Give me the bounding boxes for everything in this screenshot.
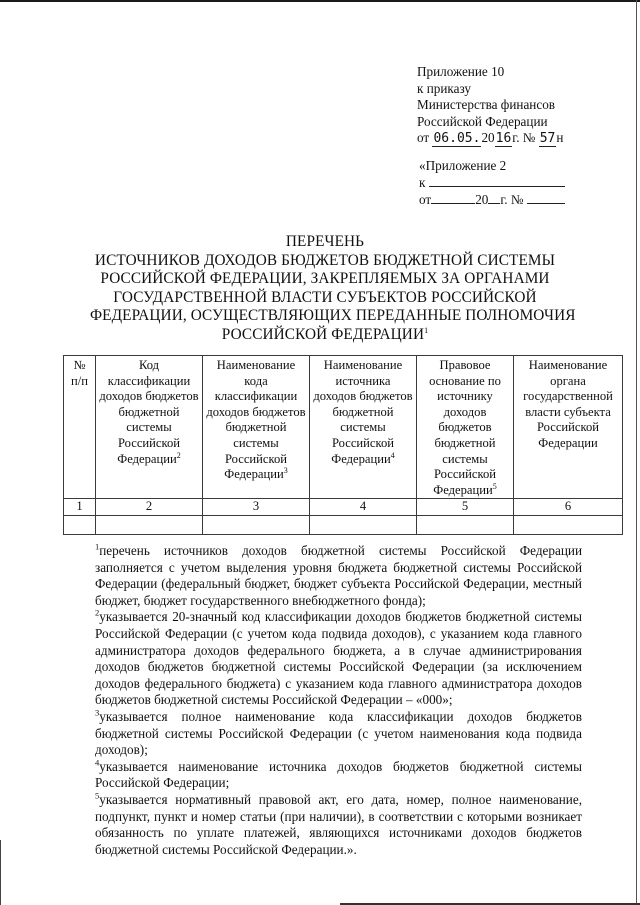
footnote-5-text: указывается нормативный правовой акт, его дата, номер, полное наименование, подпункт, пункт и номер статьи (при наличии), в соответствии с которыми возникает обязанность по уплате платежей, являющихся источниками доходов бюджетов бюджетной системы Российской Федерации.». bbox=[95, 791, 582, 857]
title-line-1: ИСТОЧНИКОВ ДОХОДОВ БЮДЖЕТОВ БЮДЖЕТНОЙ СИСТЕМЫ bbox=[94, 251, 556, 269]
footnote-2-text: указывается 20-значный код классификации доходов бюджетов бюджетной системы Российской Федерации (с учетом кода подвида доходов), с указанием кода главного администратора доходов федерального бюджета, а в случае администрирования доходов бюджетов бюджетной системы Российской Федерации (за исключением доходов федерального бюджета) с указанием кода главного администратора доходов бюджетов бюджетной системы Российской Федерации – «000»; bbox=[95, 609, 582, 708]
order-number: 57 bbox=[539, 131, 556, 146]
title-heading: ПЕРЕЧЕНЬ bbox=[285, 233, 365, 250]
title-line-3: ГОСУДАРСТВЕННОЙ ВЛАСТИ СУБЪЕКТОВ РОССИЙСКОЙ bbox=[113, 288, 537, 306]
col-number-2: 2 bbox=[96, 499, 203, 516]
scan-edge-left bbox=[0, 840, 1, 905]
header-col-5-text: Правовое основание по источнику доходов бюджетов бюджетной системы Российской Федерации bbox=[429, 358, 501, 497]
col-number-5: 5 bbox=[417, 499, 514, 516]
footnote-3-text: указывается полное наименование кода классификации доходов бюджетов бюджетной системы Российской Федерации (с учетом наименования кода подвида доходов); bbox=[95, 708, 582, 758]
sources-table bbox=[63, 355, 623, 535]
approval-line-1: Приложение 10 bbox=[417, 64, 505, 79]
header-col-2-ref: 2 bbox=[176, 450, 181, 460]
document-title bbox=[90, 233, 576, 345]
appendix-year-blank bbox=[488, 192, 500, 204]
header-col-4-text: Наименование источника доходов бюджетов бюджетной системы Российской Федерации bbox=[313, 358, 413, 466]
table-cell bbox=[514, 515, 623, 534]
appendix-block bbox=[419, 157, 565, 208]
table-cell bbox=[64, 515, 96, 534]
table-number-row bbox=[64, 499, 623, 516]
date-year-suffix: 16 bbox=[495, 131, 512, 146]
footnote-3-ref: 3 bbox=[95, 707, 100, 718]
appendix-number-blank bbox=[527, 192, 565, 204]
table-header-row bbox=[64, 356, 623, 499]
col-number-3: 3 bbox=[203, 499, 310, 516]
header-col-5-ref: 5 bbox=[492, 481, 497, 491]
header-col-6-text: Наименование органа государственной власти субъекта Российской Федерации bbox=[523, 358, 613, 450]
footnote-4-text: указывается наименование источника доходов бюджетов бюджетной системы Российской Федерации; bbox=[95, 758, 582, 791]
footnote-4-ref: 4 bbox=[95, 757, 100, 768]
approval-block bbox=[417, 64, 563, 148]
footnote-3 bbox=[95, 709, 582, 759]
table-cell bbox=[310, 515, 417, 534]
title-footnote-ref: 1 bbox=[424, 325, 429, 335]
col-number-1: 1 bbox=[64, 499, 96, 516]
header-col-6 bbox=[514, 356, 623, 499]
footnote-2 bbox=[95, 609, 582, 709]
header-col-4-ref: 4 bbox=[390, 450, 395, 460]
header-col-2-text: Код классификации доходов бюджетов бюджетной системы Российской Федерации bbox=[99, 358, 199, 466]
order-number-suffix: н bbox=[556, 130, 564, 145]
col-number-4: 4 bbox=[310, 499, 417, 516]
table-row bbox=[64, 515, 623, 534]
header-col-3-ref: 3 bbox=[283, 465, 288, 475]
table-cell bbox=[96, 515, 203, 534]
appendix-date-blank bbox=[431, 192, 475, 204]
footnote-5-ref: 5 bbox=[95, 790, 100, 801]
date-year-label: г. № bbox=[512, 130, 536, 145]
appendix-to-prefix: к bbox=[419, 175, 426, 190]
header-col-5 bbox=[417, 356, 514, 499]
footnote-1 bbox=[95, 543, 582, 609]
scan-edge-top bbox=[0, 0, 640, 2]
footnote-1-ref: 1 bbox=[95, 541, 100, 552]
header-col-2 bbox=[96, 356, 203, 499]
approval-line-3: Министерства финансов bbox=[417, 97, 556, 112]
footnote-5 bbox=[95, 792, 582, 858]
header-col-1 bbox=[64, 356, 96, 499]
appendix-to-line bbox=[419, 174, 565, 191]
footnote-1-text: перечень источников доходов бюджетной системы Российской Федерации заполняется с учетом выделения уровня бюджета бюджетной системы Российской Федерации (федеральный бюджет, бюджет субъекта Российской Федерации, местный бюджет, бюджет государственного внебюджетного фонда); bbox=[95, 543, 582, 608]
footnote-2-ref: 2 bbox=[95, 607, 100, 618]
date-year-prefix: 20 bbox=[481, 130, 495, 145]
appendix-year-prefix: 20 bbox=[475, 192, 489, 207]
appendix-year-label: г. № bbox=[500, 192, 524, 207]
title-line-5-text: РОССИЙСКОЙ ФЕДЕРАЦИИ bbox=[221, 325, 425, 343]
title-line-4: ФЕДЕРАЦИИ, ОСУЩЕСТВЛЯЮЩИХ ПЕРЕДАННЫЕ ПОЛНОМОЧИЯ bbox=[90, 307, 576, 325]
table-cell bbox=[203, 515, 310, 534]
date-day-month: 06.05. bbox=[433, 131, 481, 146]
header-col-3-text: Наименование кода классификации доходов бюджетов бюджетной системы Российской Федерации bbox=[206, 358, 306, 482]
footnote-4 bbox=[95, 759, 582, 792]
title-line-2: РОССИЙСКОЙ ФЕДЕРАЦИИ, ЗАКРЕПЛЯЕМЫХ ЗА ОРГАНАМИ bbox=[100, 270, 550, 288]
header-col-3 bbox=[203, 356, 310, 499]
title-line-5 bbox=[90, 326, 560, 345]
col-number-6: 6 bbox=[514, 499, 623, 516]
header-col-4 bbox=[310, 356, 417, 499]
footnotes bbox=[95, 543, 582, 858]
appendix-to-blank bbox=[429, 175, 565, 187]
approval-line-2: к приказу bbox=[417, 80, 471, 96]
approval-date-line bbox=[417, 130, 563, 148]
appendix-from-prefix: от bbox=[419, 192, 432, 207]
header-col-1-text: № п/п bbox=[71, 358, 88, 388]
table-cell bbox=[417, 515, 514, 534]
appendix-line-1: «Приложение 2 bbox=[419, 158, 507, 173]
appendix-date-line bbox=[419, 191, 565, 208]
scan-edge-right bbox=[636, 0, 637, 905]
approval-line-4: Российской Федерации bbox=[417, 113, 548, 129]
date-prefix: от bbox=[417, 130, 430, 145]
